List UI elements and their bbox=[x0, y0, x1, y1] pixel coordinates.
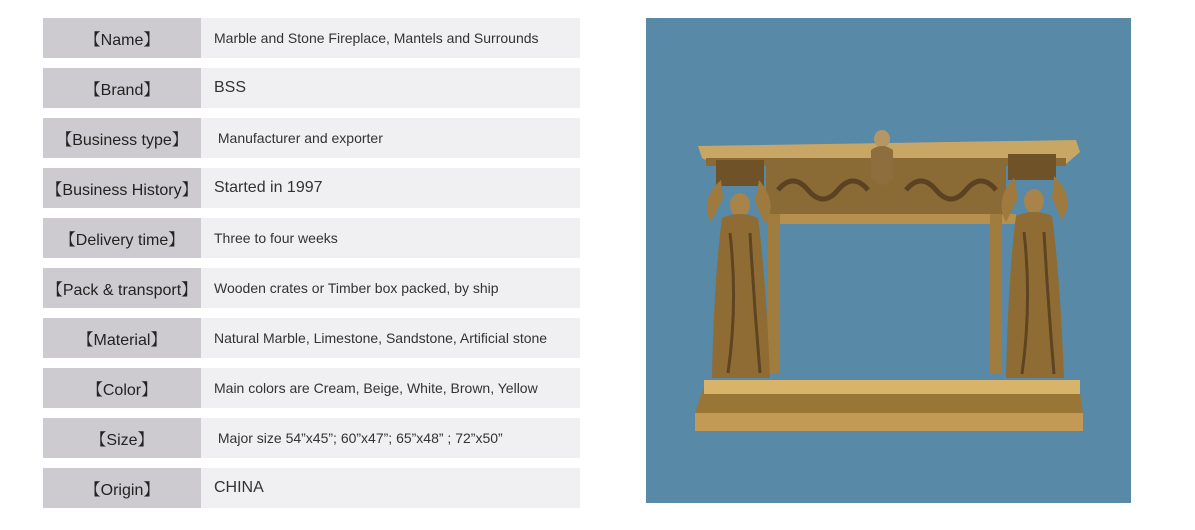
product-spec-table bbox=[43, 18, 580, 518]
spec-label: 【Delivery time】 bbox=[43, 218, 201, 258]
spec-value: Natural Marble, Limestone, Sandstone, Artificial stone bbox=[201, 318, 580, 358]
spec-label: 【Material】 bbox=[43, 318, 201, 358]
spec-value: Started in 1997 bbox=[201, 168, 580, 208]
spec-row-business-history bbox=[43, 168, 580, 208]
spec-row-business-type bbox=[43, 118, 580, 158]
spec-value: Major size 54”x45”; 60”x47”; 65”x48” ; 72”x50” bbox=[201, 418, 580, 458]
spec-value: Main colors are Cream, Beige, White, Brown, Yellow bbox=[201, 368, 580, 408]
spec-row-brand bbox=[43, 68, 580, 108]
spec-label: 【Color】 bbox=[43, 368, 201, 408]
spec-row-delivery-time bbox=[43, 218, 580, 258]
spec-value: Three to four weeks bbox=[201, 218, 580, 258]
spec-label: 【Size】 bbox=[43, 418, 201, 458]
spec-value: Marble and Stone Fireplace, Mantels and Surrounds bbox=[201, 18, 580, 58]
spec-label: 【Brand】 bbox=[43, 68, 201, 108]
fireplace-illustration bbox=[646, 18, 1131, 503]
spec-row-name bbox=[43, 18, 580, 58]
spec-label: 【Origin】 bbox=[43, 468, 201, 508]
spec-value: Manufacturer and exporter bbox=[201, 118, 580, 158]
spec-label: 【Name】 bbox=[43, 18, 201, 58]
spec-label: 【Pack & transport】 bbox=[43, 268, 201, 308]
spec-row-material bbox=[43, 318, 580, 358]
spec-label: 【Business History】 bbox=[43, 168, 201, 208]
spec-row-size bbox=[43, 418, 580, 458]
spec-value: CHINA bbox=[201, 468, 580, 508]
spec-row-color bbox=[43, 368, 580, 408]
spec-value: BSS bbox=[201, 68, 580, 108]
spec-value: Wooden crates or Timber box packed, by ship bbox=[201, 268, 580, 308]
fireplace-mantel-image bbox=[646, 18, 1131, 503]
spec-row-pack-transport bbox=[43, 268, 580, 308]
spec-row-origin bbox=[43, 468, 580, 508]
spec-label: 【Business type】 bbox=[43, 118, 201, 158]
